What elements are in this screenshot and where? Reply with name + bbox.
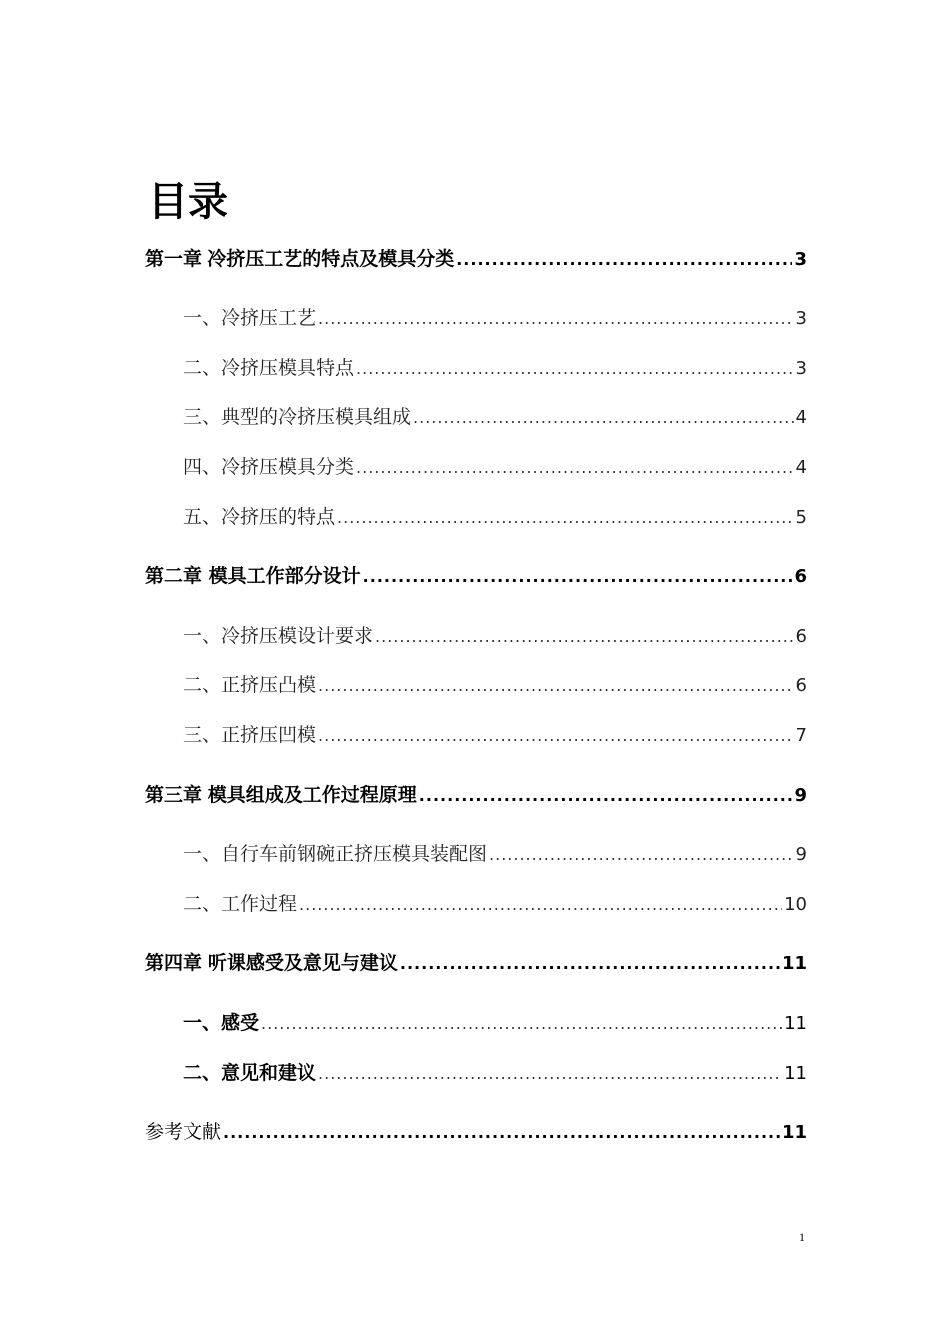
chapter-number: 第四章: [145, 952, 203, 974]
toc-entry-section[interactable]: [183, 670, 807, 700]
section-title: 二、正挤压凸模: [183, 674, 317, 696]
toc-entry-references[interactable]: [145, 1117, 807, 1147]
toc-entry-section[interactable]: [183, 502, 807, 532]
toc-entry-section[interactable]: [183, 353, 807, 383]
chapter-title: 冷挤压工艺的特点及模具分类: [207, 248, 455, 270]
page-number: 5: [795, 507, 807, 528]
section-title: 四、冷挤压模具分类: [183, 456, 355, 478]
page-number: 4: [795, 407, 807, 428]
dot-leader: [363, 562, 793, 592]
section-title: 一、感受: [183, 1012, 260, 1034]
dot-leader: [337, 503, 794, 533]
toc-entry-section[interactable]: [183, 402, 807, 432]
dot-leader: [419, 781, 793, 811]
toc-entry-section[interactable]: [183, 1058, 807, 1088]
dot-leader: [223, 1118, 780, 1148]
toc-entry-section[interactable]: [183, 452, 807, 482]
toc-entry-section[interactable]: [183, 303, 807, 333]
toc-entry-section[interactable]: [183, 839, 807, 869]
page-number: 9: [795, 844, 807, 865]
section-title: 三、典型的冷挤压模具组成: [183, 406, 412, 428]
chapter-number: 第三章: [145, 784, 203, 806]
page-number: 6: [795, 675, 807, 696]
dot-leader: [318, 671, 794, 701]
toc-entry-chapter-1[interactable]: [145, 244, 807, 274]
section-title: 一、自行车前钢碗正挤压模具装配图: [183, 843, 488, 865]
section-title: 一、冷挤压模设计要求: [183, 625, 374, 647]
dot-leader: [489, 840, 794, 870]
chapter-title: 模具工作部分设计: [208, 565, 361, 587]
page-number: 3: [794, 249, 807, 270]
dot-leader: [318, 304, 794, 334]
page-number: 4: [795, 457, 807, 478]
dot-leader: [261, 1009, 782, 1039]
page-number: 7: [795, 725, 807, 746]
dot-leader: [456, 245, 792, 275]
toc-entry-chapter-2[interactable]: [145, 561, 807, 591]
toc-title: 目录: [148, 179, 228, 225]
page-number: 11: [781, 953, 807, 974]
section-title: 二、工作过程: [183, 893, 298, 915]
dot-leader: [318, 721, 794, 751]
chapter-number: 第二章: [145, 565, 203, 587]
page-number: 11: [784, 1013, 807, 1034]
dot-leader: [299, 890, 782, 920]
dot-leader: [318, 1059, 782, 1089]
footer-page-number: 1: [799, 1230, 805, 1244]
toc-entry-chapter-4[interactable]: [145, 948, 807, 978]
page-number: 6: [795, 626, 807, 647]
page-number: 11: [784, 1063, 807, 1084]
page-number: 3: [795, 358, 807, 379]
dot-leader: [413, 403, 794, 433]
section-title: 二、意见和建议: [183, 1062, 317, 1084]
section-title: 二、冷挤压模具特点: [183, 357, 355, 379]
toc-entry-section[interactable]: [183, 720, 807, 750]
section-title: 三、正挤压凹模: [183, 724, 317, 746]
dot-leader: [400, 949, 780, 979]
page-number: 6: [794, 566, 807, 587]
dot-leader: [375, 622, 794, 652]
toc-entry-section[interactable]: [183, 889, 807, 919]
references-title: 参考文献: [145, 1121, 222, 1143]
toc-entry-section[interactable]: [183, 621, 807, 651]
section-title: 一、冷挤压工艺: [183, 307, 317, 329]
page-number: 11: [781, 1122, 807, 1143]
dot-leader: [356, 354, 794, 384]
page-number: 3: [795, 308, 807, 329]
chapter-title: 听课感受及意见与建议: [207, 952, 398, 974]
section-title: 五、冷挤压的特点: [183, 506, 336, 528]
chapter-number: 第一章: [145, 248, 203, 270]
toc-entry-section[interactable]: [183, 1008, 807, 1038]
page-number: 10: [784, 894, 807, 915]
page-number: 9: [794, 785, 807, 806]
dot-leader: [356, 453, 794, 483]
toc-entry-chapter-3[interactable]: [145, 780, 807, 810]
chapter-title: 模具组成及工作过程原理: [207, 784, 417, 806]
